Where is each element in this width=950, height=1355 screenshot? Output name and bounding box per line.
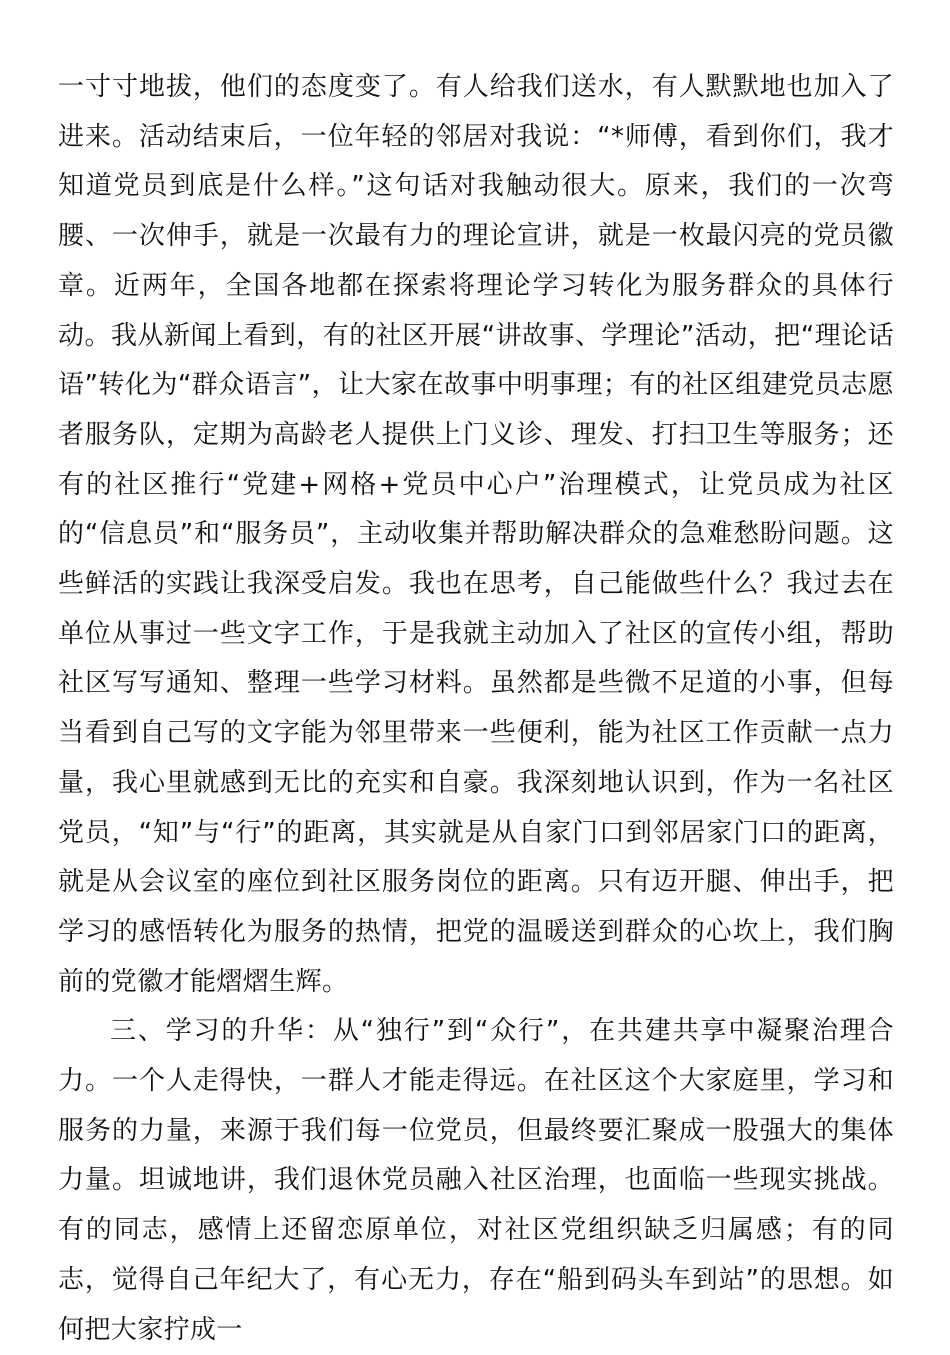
document-body [58,63,894,1355]
paragraph-section-three: 三、学习的升华：从“独行”到“众行”，在共建共享中凝聚治理合力。一个人走得快，一群人才能走得远。在社区这个大家庭里，学习和服务的力量，来源于我们每一位党员，但最终要汇聚成一股强大的集体力量。坦诚地讲，我们退休党员融入社区治理，也面临一些现实挑战。有的同志，感情上还留恋原单位，对社区党组织缺乏归属感；有的同志，觉得自己年纪大了，有心无力，存在“船到码头车到站”的思想。如何把大家拧成一 [58,1016,894,1345]
paragraph-community-service: 一寸寸地拔，他们的态度变了。有人给我们送水，有人默默地也加入了进来。活动结束后，一位年轻的邻居对我说：“*师傅，看到你们，我才知道党员到底是什么样。”这句话对我触动很大。原来，我们的一次弯腰、一次伸手，就是一次最有力的理论宣讲，就是一枚最闪亮的党员徽章。近两年，全国各地都在探索将理论学习转化为服务群众的具体行动。我从新闻上看到，有的社区开展“讲故事、学理论”活动，把“理论话语”转化为“群众语言”，让大家在故事中明事理；有的社区组建党员志愿者服务队，定期为高龄老人提供上门义诊、理发、打扫卫生等服务；还有的社区推行“党建+网格+党员中心户”治理模式，让党员成为社区的“信息员”和“服务员”，主动收集并帮助解决群众的急难愁盼问题。这些鲜活的实践让我深受启发。我也在思考，自己能做些什么？我过去在单位从事过一些文字工作，于是我就主动加入了社区的宣传小组，帮助社区写写通知、整理一些学习材料。虽然都是些微不足道的小事，但每当看到自己写的文字能为邻里带来一些便利，能为社区工作贡献一点力量，我心里就感到无比的充实和自豪。我深刻地认识到，作为一名社区党员，“知”与“行”的距离，其实就是从自家门口到邻居家门口的距离，就是从会议室的座位到社区服务岗位的距离。只有迈开腿、伸出手，把学习的感悟转化为服务的热情，把党的温暖送到群众的心坎上，我们胸前的党徽才能熠熠生辉。 [58,72,894,997]
